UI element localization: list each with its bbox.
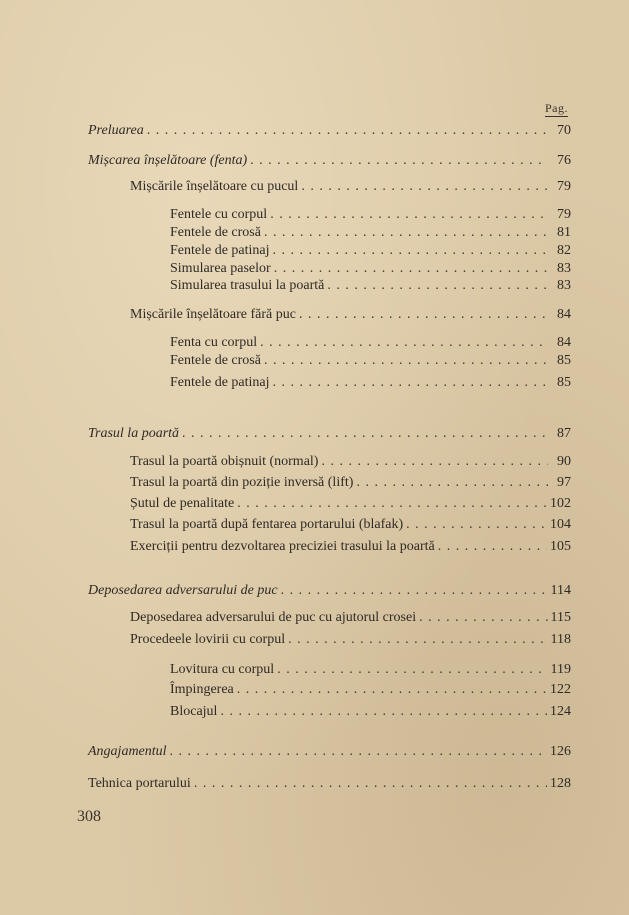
dot-leader [147, 122, 548, 140]
toc-entry-title: Simularea trasului la poartă [170, 278, 325, 293]
toc-entry-fentele-de-crosa-2 [170, 352, 571, 370]
toc-entry-deposedarea-crosei [130, 609, 571, 627]
toc-entry-exercitii-precizie [130, 538, 571, 556]
dot-leader [237, 681, 547, 699]
toc-entry-simularea-paselor [170, 260, 571, 278]
toc-entry-page: 84 [557, 335, 571, 350]
toc-entry-title: Mișcările înșelătoare fără puc [130, 307, 296, 322]
toc-entry-page: 102 [550, 496, 571, 511]
toc-entry-title: Mișcările înșelătoare cu pucul [130, 179, 299, 194]
toc-entry-page: 105 [550, 539, 571, 554]
toc-entry-title: Mișcarea înșelătoare (fenta) [88, 153, 248, 168]
toc-entry-title: Preluarea [88, 123, 144, 138]
toc-entry-page: 97 [557, 475, 571, 490]
toc-entry-page: 119 [550, 662, 571, 677]
toc-entry-fentele-cu-corpul [170, 206, 571, 224]
toc-entry-page: 83 [557, 278, 571, 293]
toc-entry-trasul-dupa-fentare [130, 516, 571, 534]
toc-entry-page: 122 [550, 682, 571, 697]
toc-entry-angajamentul [88, 743, 571, 761]
toc-entry-page: 82 [557, 243, 571, 258]
toc-entry-sutul-de-penalitate [130, 495, 571, 513]
dot-leader [264, 352, 548, 370]
dot-leader [406, 516, 547, 534]
dot-leader [264, 224, 548, 242]
toc-entry-page: 124 [550, 704, 571, 719]
toc-entry-title: Fentele de patinaj [170, 243, 270, 258]
toc-entry-deposedarea [88, 582, 571, 600]
toc-entry-title: Trasul la poartă obișnuit (normal) [130, 454, 319, 469]
toc-entry-page: 118 [550, 632, 571, 647]
dot-leader [288, 631, 547, 649]
toc-entry-title: Lovitura cu corpul [170, 662, 275, 677]
page-column-label: Pag. [545, 101, 568, 115]
toc-entry-trasul-la-poarta [88, 425, 571, 443]
dot-leader [270, 206, 548, 224]
dot-leader [273, 374, 548, 392]
toc-entry-page: 90 [557, 454, 571, 469]
toc-entry-title: Deposedarea adversarului de puc [88, 583, 278, 598]
dot-leader [273, 242, 548, 260]
toc-entry-preluarea [88, 122, 571, 140]
dot-leader [321, 453, 548, 471]
dot-leader [194, 775, 547, 793]
toc-entry-page: 76 [557, 153, 571, 168]
toc-entry-title: Procedeele lovirii cu corpul [130, 632, 286, 647]
page-number: 308 [77, 808, 101, 825]
toc-entry-title: Blocajul [170, 704, 218, 719]
toc-entry-title: Fentele de patinaj [170, 375, 270, 390]
toc-entry-tehnica-portarului [88, 775, 571, 793]
toc-entry-page: 115 [550, 610, 571, 625]
dot-leader [237, 495, 547, 513]
dot-leader [170, 743, 547, 761]
toc-entry-blocajul [170, 703, 571, 721]
toc-entry-procedeele-lovirii [130, 631, 571, 649]
toc-entry-title: Fenta cu corpul [170, 335, 258, 350]
toc-entry-title: Angajamentul [88, 744, 167, 759]
toc-entry-title: Trasul la poartă din poziție inversă (lift) [130, 475, 354, 490]
toc-entry-page: 128 [550, 776, 571, 791]
toc-entry-title: Fentele cu corpul [170, 207, 268, 222]
toc-entry-title: Tehnica portarului [88, 776, 191, 791]
dot-leader [301, 178, 548, 196]
toc-entry-page: 70 [557, 123, 571, 138]
toc-entry-impingerea [170, 681, 571, 699]
toc-entry-page: 83 [557, 261, 571, 276]
toc-entry-title: Simularea paselor [170, 261, 271, 276]
dot-leader [182, 425, 548, 443]
toc-entry-trasul-pozitie-inversa [130, 474, 571, 492]
toc-entry-page: 126 [550, 744, 571, 759]
toc-entry-simularea-trasului [170, 277, 571, 295]
dot-leader [277, 661, 547, 679]
toc-entry-fentele-de-patinaj-1 [170, 242, 571, 260]
dot-leader [438, 538, 547, 556]
dot-leader [250, 152, 548, 170]
toc-entry-title: Fentele de crosă [170, 225, 261, 240]
toc-entry-page: 79 [557, 179, 571, 194]
toc-entry-page: 81 [557, 225, 571, 240]
toc-entry-page: 85 [557, 375, 571, 390]
dot-leader [260, 334, 548, 352]
toc-entry-title: Șutul de penalitate [130, 496, 235, 511]
toc-entry-fentele-de-patinaj-2 [170, 374, 571, 392]
dot-leader [327, 277, 548, 295]
toc-entry-trasul-obisnuit [130, 453, 571, 471]
toc-entry-title: Exerciții pentru dezvoltarea preciziei trasului la poartă [130, 539, 435, 554]
toc-entry-page: 104 [550, 517, 571, 532]
toc-entry-fenta-cu-corpul [170, 334, 571, 352]
toc-entry-miscarile-cu-pucul [130, 178, 571, 196]
toc-entry-page: 79 [557, 207, 571, 222]
toc-entry-page: 85 [557, 353, 571, 368]
toc-entry-title: Fentele de crosă [170, 353, 261, 368]
dot-leader [356, 474, 548, 492]
toc-entry-title: Deposedarea adversarului de puc cu ajutorul crosei [130, 610, 417, 625]
dot-leader [299, 306, 548, 324]
toc-entry-page: 84 [557, 307, 571, 322]
dot-leader [419, 609, 547, 627]
dot-leader [220, 703, 547, 721]
toc-entry-title: Trasul la poartă după fentarea portarului (blafak) [130, 517, 404, 532]
dot-leader [281, 582, 548, 600]
dot-leader [274, 260, 548, 278]
toc-entry-fentele-de-crosa-1 [170, 224, 571, 242]
toc-entry-title: Trasul la poartă [88, 426, 180, 441]
toc-entry-title: Împingerea [170, 682, 234, 697]
toc-entry-page: 114 [550, 583, 571, 598]
toc-entry-lovitura-cu-corpul [170, 661, 571, 679]
toc-entry-miscarea-inselatoare [88, 152, 571, 170]
toc-entry-page: 87 [557, 426, 571, 441]
toc-entry-miscarile-fara-puc [130, 306, 571, 324]
